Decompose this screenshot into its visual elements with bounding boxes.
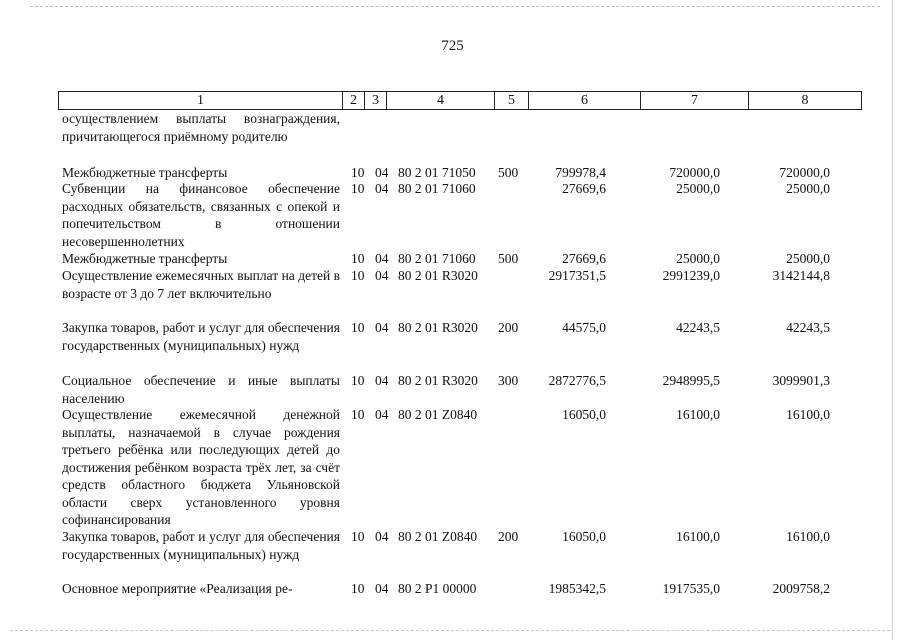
row-target-code: 80 2 01 R3020 — [398, 320, 478, 335]
row-name: Межбюджетные трансферты — [62, 165, 228, 180]
row-name: осуществлением выплаты вознаграждения, причитающегося приёмному родителю — [62, 111, 340, 144]
row-name: Осуществление ежемесячных выплат на детей в возрасте от 3 до 7 лет включительно — [62, 268, 340, 301]
row-expense-type: 200 — [498, 529, 519, 544]
row-subsection: 04 — [375, 181, 389, 196]
row-subsection: 04 — [375, 268, 389, 283]
row-amount-col6: 16050,0 — [562, 407, 606, 422]
row-amount-col6: 2872776,5 — [548, 373, 606, 388]
row-amount-col7: 42243,5 — [676, 320, 720, 335]
row-target-code: 80 2 01 Z0840 — [398, 407, 478, 422]
row-amount-col7: 2991239,0 — [662, 268, 720, 283]
header-col-2: 2 — [343, 92, 365, 110]
row-section: 10 — [351, 268, 365, 283]
row-amount-col6: 27669,6 — [562, 251, 606, 266]
row-name: Осуществление ежемесячной денежной выплаты, назначаемой в случае рождения третьего ребёнка или последующих детей до достижения ребёнком возраста трёх лет, за счёт средств областного бюджета Ульяновской области сверх установленного уровня софинансирования — [62, 407, 340, 527]
row-amount-col8: 2009758,2 — [772, 581, 830, 596]
row-amount-col6: 1985342,5 — [548, 581, 606, 596]
row-section: 10 — [351, 165, 365, 180]
row-amount-col7: 25000,0 — [676, 251, 720, 266]
row-amount-col6: 799978,4 — [555, 165, 606, 180]
row-amount-col7: 1917535,0 — [662, 581, 720, 596]
header-col-5: 5 — [495, 92, 529, 110]
row-amount-col6: 27669,6 — [562, 181, 606, 196]
row-amount-col8: 25000,0 — [786, 181, 830, 196]
row-target-code: 80 2 01 R3020 — [398, 268, 478, 283]
row-target-code: 80 2 01 71050 — [398, 165, 476, 180]
header-col-4: 4 — [387, 92, 495, 110]
row-subsection: 04 — [375, 165, 389, 180]
header-col-6: 6 — [529, 92, 641, 110]
row-amount-col7: 16100,0 — [676, 529, 720, 544]
row-subsection: 04 — [375, 529, 389, 544]
row-subsection: 04 — [375, 251, 389, 266]
row-amount-col6: 2917351,5 — [548, 268, 606, 283]
row-subsection: 04 — [375, 581, 389, 596]
row-expense-type: 300 — [498, 373, 519, 388]
row-name: Социальное обеспечение и иные выплаты населению — [62, 373, 340, 406]
row-amount-col7: 720000,0 — [669, 165, 720, 180]
row-section: 10 — [351, 251, 365, 266]
header-col-7: 7 — [641, 92, 749, 110]
row-target-code: 80 2 P1 00000 — [398, 581, 477, 596]
row-name: Субвенции на финансовое обеспечение расходных обязательств, связанных с опекой и попечительством в отношении несовершеннолетних — [62, 181, 340, 249]
header-col-1: 1 — [59, 92, 343, 110]
row-name: Межбюджетные трансферты — [62, 251, 228, 266]
row-name: Основное мероприятие «Реализация ре- — [62, 581, 293, 596]
row-target-code: 80 2 01 71060 — [398, 251, 476, 266]
row-section: 10 — [351, 181, 365, 196]
row-amount-col8: 3099901,3 — [772, 373, 830, 388]
row-amount-col8: 720000,0 — [779, 165, 830, 180]
scan-edge-bottom — [10, 630, 890, 631]
row-section: 10 — [351, 320, 365, 335]
page-number: 725 — [441, 38, 464, 54]
row-amount-col7: 25000,0 — [676, 181, 720, 196]
row-amount-col6: 16050,0 — [562, 529, 606, 544]
row-amount-col6: 44575,0 — [562, 320, 606, 335]
row-expense-type: 200 — [498, 320, 519, 335]
row-amount-col8: 16100,0 — [786, 407, 830, 422]
row-subsection: 04 — [375, 407, 389, 422]
row-subsection: 04 — [375, 373, 389, 388]
header-col-3: 3 — [365, 92, 387, 110]
row-amount-col8: 16100,0 — [786, 529, 830, 544]
row-amount-col8: 42243,5 — [786, 320, 830, 335]
header-col-8: 8 — [749, 92, 862, 110]
row-section: 10 — [351, 373, 365, 388]
row-section: 10 — [351, 529, 365, 544]
scan-edge-top — [30, 6, 880, 7]
row-target-code: 80 2 01 Z0840 — [398, 529, 478, 544]
row-amount-col8: 3142144,8 — [772, 268, 830, 283]
row-target-code: 80 2 01 R3020 — [398, 373, 478, 388]
row-name: Закупка товаров, работ и услуг для обеспечения государственных (муниципальных) нужд — [62, 529, 340, 562]
row-subsection: 04 — [375, 320, 389, 335]
row-section: 10 — [351, 581, 365, 596]
row-section: 10 — [351, 407, 365, 422]
row-amount-col7: 16100,0 — [676, 407, 720, 422]
row-expense-type: 500 — [498, 251, 519, 266]
row-amount-col7: 2948995,5 — [662, 373, 720, 388]
scan-edge-right — [892, 0, 893, 640]
row-amount-col8: 25000,0 — [786, 251, 830, 266]
row-name: Закупка товаров, работ и услуг для обеспечения государственных (муниципальных) нужд — [62, 320, 340, 353]
row-target-code: 80 2 01 71060 — [398, 181, 476, 196]
row-expense-type: 500 — [498, 165, 519, 180]
table-header — [58, 91, 862, 110]
